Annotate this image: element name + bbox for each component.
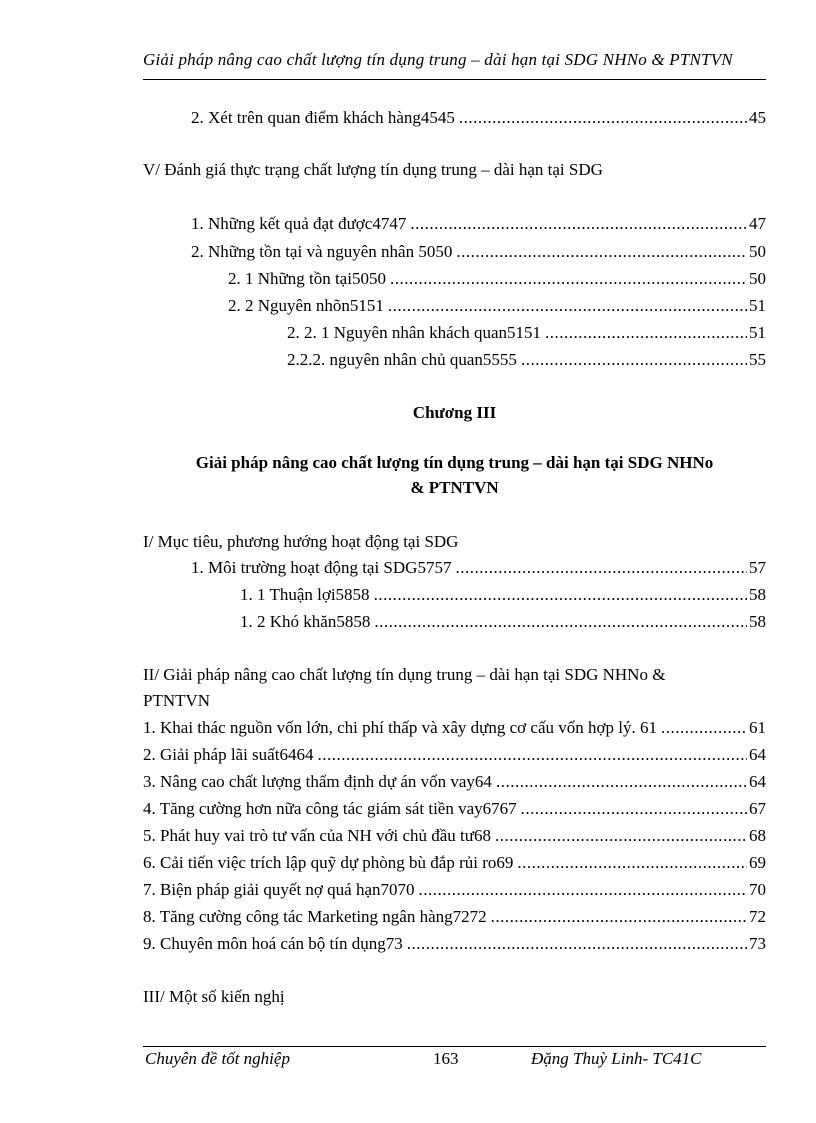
toc-entry-text: 2. 1 Những tồn tại5050 (228, 269, 386, 288)
toc-entry[interactable] (191, 240, 766, 264)
toc-entry[interactable] (143, 743, 766, 767)
toc-leader-dots (317, 743, 747, 767)
toc-leader-dots (521, 797, 747, 821)
toc-entry[interactable] (143, 851, 766, 875)
toc-entry[interactable] (143, 905, 766, 929)
toc-leader-dots (496, 770, 747, 794)
toc-entry[interactable] (191, 106, 766, 130)
toc-entry-text: 8. Tăng cường công tác Marketing ngân hàng7272 (143, 907, 487, 926)
toc-entry-text: 1. Môi trường hoạt động tại SDG5757 (191, 558, 452, 577)
footer-page-number: 163 (433, 1049, 459, 1068)
toc-entry-text: 1. Những kết quả đạt được4747 (191, 214, 407, 233)
toc-leader-dots (491, 905, 747, 929)
toc-entry-text: 2.2.2. nguyên nhân chủ quan5555 (287, 350, 517, 369)
header-rule (143, 79, 766, 80)
toc-leader-dots (545, 321, 747, 345)
toc-entry[interactable] (240, 583, 766, 607)
toc-entry-page: 72 (749, 907, 766, 926)
toc-entry-text: 1. Khai thác nguồn vốn lớn, chi phí thấp và xây dựng cơ cấu vốn hợp lý. 61 (143, 718, 657, 737)
toc-entry-text: 1. 2 Khó khăn5858 (240, 612, 371, 631)
toc-leader-dots (388, 294, 747, 318)
toc-entry[interactable] (143, 716, 766, 740)
section-heading-i: I/ Mục tiêu, phương hướng hoạt động tại SDG (143, 532, 459, 551)
toc-entry-text: 2. Xét trên quan điểm khách hàng4545 (191, 108, 455, 127)
section-heading-ii-line-1: II/ Giải pháp nâng cao chất lượng tín dụng trung – dài hạn tại SDG NHNo & (143, 665, 666, 684)
toc-entry-page: 57 (749, 558, 766, 577)
toc-entry-page: 55 (749, 350, 766, 369)
toc-entry[interactable] (240, 610, 766, 634)
toc-entry-text: 2. 2 Nguyên nhõn5151 (228, 296, 384, 315)
toc-entry[interactable] (287, 348, 766, 372)
toc-entry-page: 58 (749, 612, 766, 631)
toc-leader-dots (456, 240, 747, 264)
toc-entry-text: 5. Phát huy vai trò tư vấn của NH với chủ đầu tư68 (143, 826, 491, 845)
toc-entry-text: 4. Tăng cường hơn nữa công tác giám sát tiền vay6767 (143, 799, 517, 818)
toc-entry-page: 68 (749, 826, 766, 845)
toc-entry-page: 58 (749, 585, 766, 604)
running-header: Giải pháp nâng cao chất lượng tín dụng trung – dài hạn tại SDG NHNo & PTNTVN (143, 50, 733, 69)
toc-entry-page: 50 (749, 269, 766, 288)
section-heading-v: V/ Đánh giá thực trạng chất lượng tín dụng trung – dài hạn tại SDG (143, 160, 603, 179)
toc-entry-text: 2. Giải pháp lãi suất6464 (143, 745, 314, 764)
toc-entry-text: 6. Cải tiến việc trích lập quỹ dự phòng bù đắp rủi ro69 (143, 853, 514, 872)
toc-entry-page: 64 (749, 745, 766, 764)
toc-entry[interactable] (143, 878, 766, 902)
toc-entry-text: 7. Biện pháp giải quyết nợ quá hạn7070 (143, 880, 415, 899)
toc-entry-text: 2. Những tồn tại và nguyên nhân 5050 (191, 242, 453, 261)
toc-leader-dots (390, 267, 747, 291)
chapter-title-line-2: & PTNTVN (410, 478, 499, 497)
toc-entry[interactable] (191, 212, 766, 236)
footer-rule (143, 1046, 766, 1047)
toc-leader-dots (517, 851, 747, 875)
toc-entry-text: 3. Nâng cao chất lượng thẩm định dự án vốn vay64 (143, 772, 492, 791)
toc-entry-page: 70 (749, 880, 766, 899)
toc-entry-text: 9. Chuyên môn hoá cán bộ tín dụng73 (143, 934, 403, 953)
toc-entry[interactable] (143, 770, 766, 794)
toc-leader-dots (495, 824, 747, 848)
toc-entry-page: 61 (749, 718, 766, 737)
toc-leader-dots (661, 716, 747, 740)
toc-leader-dots (374, 610, 747, 634)
toc-entry[interactable] (143, 932, 766, 956)
toc-entry-page: 51 (749, 296, 766, 315)
toc-entry-page: 73 (749, 934, 766, 953)
toc-entry-text: 2. 2. 1 Nguyên nhân khách quan5151 (287, 323, 542, 342)
toc-entry-page: 47 (749, 214, 766, 233)
toc-entry[interactable] (191, 556, 766, 580)
footer-author: Đặng Thuỳ Linh- TC41C (531, 1049, 702, 1068)
section-heading-iii: III/ Một số kiến nghị (143, 987, 285, 1006)
toc-entry[interactable] (143, 824, 766, 848)
chapter-title-line-1: Giải pháp nâng cao chất lượng tín dụng trung – dài hạn tại SDG NHNo (195, 453, 714, 472)
toc-leader-dots (459, 106, 747, 130)
toc-leader-dots (410, 212, 747, 236)
toc-entry-page: 64 (749, 772, 766, 791)
toc-leader-dots (419, 878, 748, 902)
toc-entry-page: 67 (749, 799, 766, 818)
footer-document-type: Chuyên đề tốt nghiệp (145, 1049, 290, 1068)
toc-leader-dots (374, 583, 747, 607)
toc-entry-text: 1. 1 Thuận lợi5858 (240, 585, 370, 604)
toc-leader-dots (521, 348, 747, 372)
chapter-label: Chương III (412, 403, 497, 422)
toc-entry-page: 50 (749, 242, 766, 261)
toc-entry-page: 45 (749, 108, 766, 127)
toc-entry[interactable] (287, 321, 766, 345)
toc-entry[interactable] (143, 797, 766, 821)
toc-entry[interactable] (228, 294, 766, 318)
toc-leader-dots (455, 556, 747, 580)
section-heading-ii-line-2: PTNTVN (143, 691, 211, 710)
toc-entry-page: 51 (749, 323, 766, 342)
toc-entry-page: 69 (749, 853, 766, 872)
toc-entry[interactable] (228, 267, 766, 291)
toc-leader-dots (407, 932, 747, 956)
